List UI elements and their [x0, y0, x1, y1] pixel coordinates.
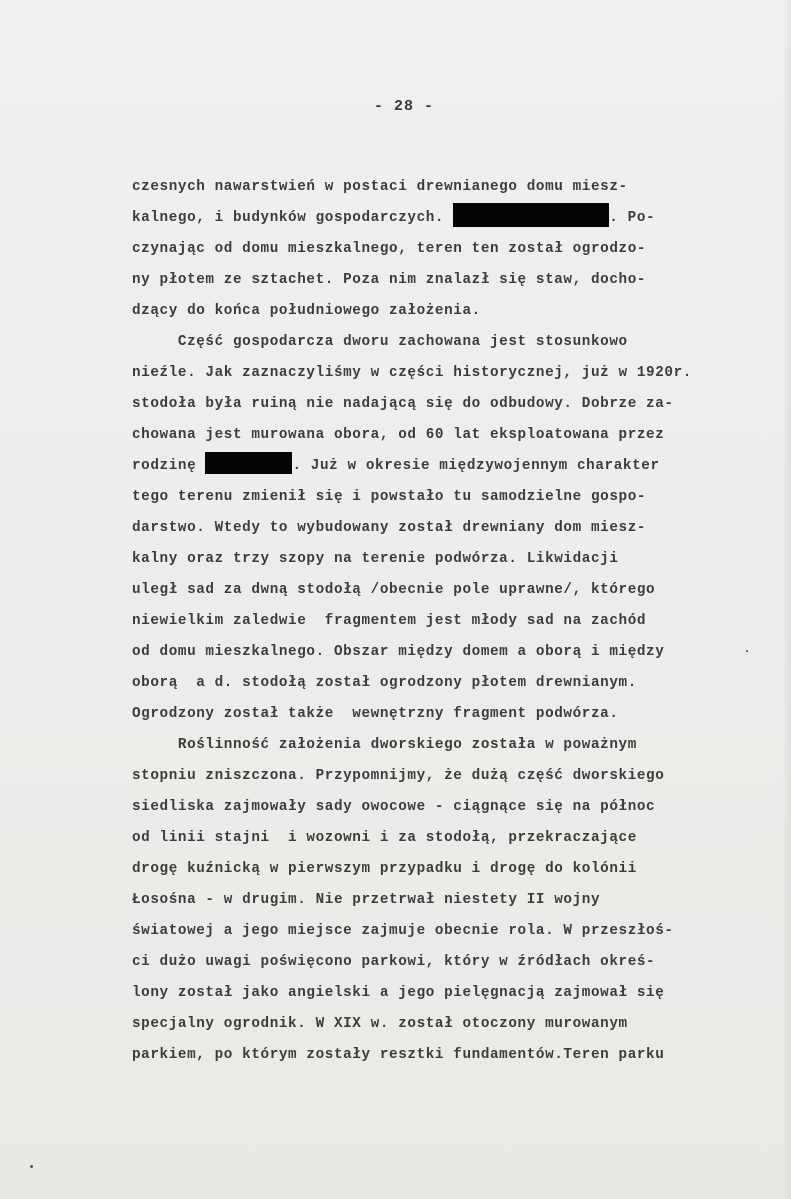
page-number: - 28 - [373, 98, 434, 115]
text-line: parkiem, po którym zostały resztki fundamentów.Teren parku [132, 1047, 665, 1063]
text-line: dzący do końca południowego założenia. [132, 303, 481, 319]
text-line [132, 451, 772, 482]
text-line: niewielkim zaledwie fragmentem jest młody sad na zachód [132, 613, 647, 629]
text-segment: rodzinę [132, 458, 206, 474]
page-edge-shadow [783, 0, 791, 1199]
text-line [132, 203, 772, 234]
scan-speck [30, 1165, 33, 1168]
text-line: tego terenu zmienił się i powstało tu samodzielne gospo- [132, 489, 647, 505]
text-line: czesnych nawarstwień w postaci drewnianego domu miesz- [132, 179, 628, 195]
text-line: darstwo. Wtedy to wybudowany został drewniany dom miesz- [132, 520, 647, 536]
text-line: kalny oraz trzy szopy na terenie podwórza. Likwidacji [132, 551, 619, 567]
text-line: chowana jest murowana obora, od 60 lat eksploatowana przez [132, 427, 665, 443]
text-line: stopniu zniszczona. Przypomnijmy, że dużą część dworskiego [132, 768, 665, 784]
text-line: Łosośna - w drugim. Nie przetrwał niestety II wojny [132, 892, 601, 908]
redaction-box [205, 452, 292, 474]
text-line: Roślinność założenia dworskiego została w poważnym [132, 737, 637, 753]
body-text [132, 172, 772, 1071]
text-line: od domu mieszkalnego. Obszar między domem a oborą i między [132, 644, 665, 660]
text-segment: kalnego, i budynków gospodarczych. [132, 210, 454, 226]
scan-speck [746, 650, 748, 652]
redaction-box [453, 203, 609, 227]
text-segment: . Już w okresie międzywojennym charakter [292, 458, 660, 474]
text-line: oborą a d. stodołą został ogrodzony płotem drewnianym. [132, 675, 637, 691]
text-line: Ogrodzony został także wewnętrzny fragment podwórza. [132, 706, 619, 722]
text-line: od linii stajni i wozowni i za stodołą, przekraczające [132, 830, 637, 846]
text-segment: . Po- [609, 210, 656, 226]
text-line: specjalny ogrodnik. W XIX w. został otoczony murowanym [132, 1016, 628, 1032]
text-line: uległ sad za dwną stodołą /obecnie pole uprawne/, którego [132, 582, 656, 598]
text-line: Część gospodarcza dworu zachowana jest stosunkowo [132, 334, 628, 350]
text-line: nieźle. Jak zaznaczyliśmy w części historycznej, już w 1920r. [132, 365, 692, 381]
text-line: światowej a jego miejsce zajmuje obecnie rola. W przeszłoś- [132, 923, 674, 939]
text-line: czynając od domu mieszkalnego, teren ten został ogrodzo- [132, 241, 647, 257]
text-line: drogę kuźnicką w pierwszym przypadku i drogę do kolónii [132, 861, 637, 877]
text-line: stodoła była ruiną nie nadającą się do odbudowy. Dobrze za- [132, 396, 674, 412]
text-line: lony został jako angielski a jego pielęgnacją zajmował się [132, 985, 665, 1001]
text-line: siedliska zajmowały sady owocowe - ciągnące się na północ [132, 799, 656, 815]
text-line: ny płotem ze sztachet. Poza nim znalazł się staw, docho- [132, 272, 647, 288]
text-line: ci dużo uwagi poświęcono parkowi, który w źródłach okreś- [132, 954, 656, 970]
